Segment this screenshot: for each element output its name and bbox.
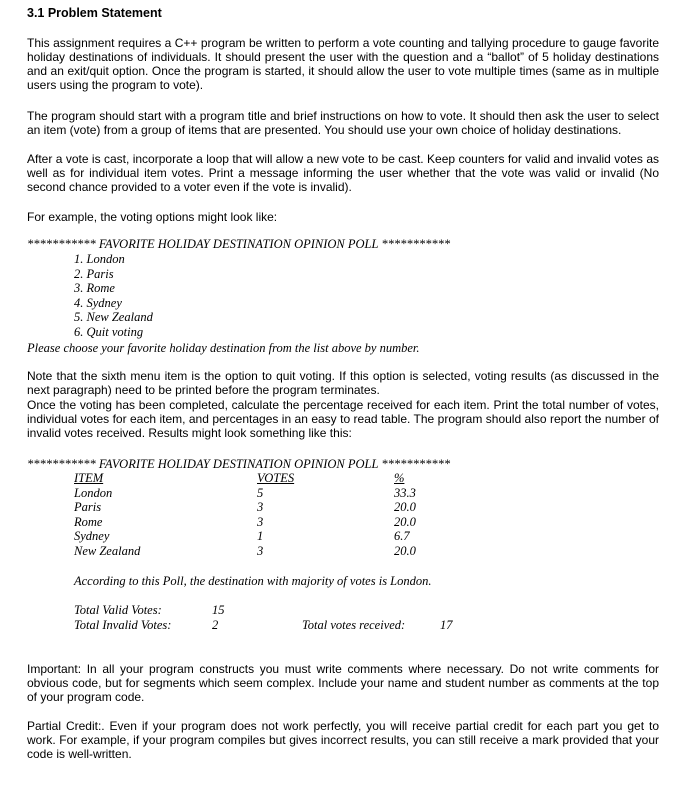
- table-cell-votes: 5: [257, 485, 264, 500]
- menu-item-paris: 2. Paris: [74, 266, 114, 281]
- intro-paragraph: This assignment requires a C++ program be written to perform a vote counting and tallying procedure to gauge favorite holiday destinations of individuals. It should present the user with the question and a “ballot” of 5 holiday destinations and an exit/quit option. Once the program is started, it should allow the user to vote multiple times (same as in multiple users using the program to vote).: [27, 36, 659, 92]
- menu-item-new-zealand: 5. New Zealand: [74, 310, 153, 324]
- table-cell-votes: 3: [257, 514, 264, 529]
- menu-list: [74, 252, 153, 339]
- table-cell-pct: 33.3: [394, 485, 416, 500]
- table-cell-votes: 1: [257, 529, 264, 543]
- votes-header: VOTES: [257, 471, 295, 485]
- results-title: *********** FAVORITE HOLIDAY DESTINATION OPINION POLL ***********: [27, 457, 451, 471]
- item-column: [74, 471, 140, 558]
- valid-votes-value: 15: [212, 603, 225, 617]
- menu-item-london: 1. London: [74, 252, 125, 266]
- invalid-votes-label: Total Invalid Votes:: [74, 618, 172, 632]
- votes-column: [257, 471, 294, 558]
- section-heading: 3.1 Problem Statement: [27, 6, 162, 20]
- note-paragraph: Note that the sixth menu item is the option to quit voting. If this option is selected, voting results (as discussed in the next paragraph) need to be printed before the program terminates.: [27, 369, 659, 397]
- table-cell-item: London: [74, 485, 113, 500]
- important-paragraph: Important: In all your program constructs you must write comments where necessary. Do not write comments for obvious code, but for segments which seem complex. Include your name and student number as comments at the top of your program code.: [27, 662, 659, 704]
- table-cell-pct: 6.7: [394, 529, 410, 543]
- table-cell-item: New Zealand: [74, 543, 141, 558]
- results-table: [74, 471, 474, 561]
- completed-paragraph: Once the voting has been completed, calculate the percentage received for each item. Print the total number of votes, individual votes for each item, and percentages in an easy to read table. The program should also report the number of invalid votes received. Results might look something like this:: [27, 398, 659, 440]
- table-cell-pct: 20.0: [394, 543, 416, 558]
- table-cell-item: Sydney: [74, 529, 110, 543]
- table-cell-pct: 20.0: [394, 500, 416, 514]
- partial-credit-paragraph: Partial Credit:. Even if your program does not work perfectly, you will receive partial credit for each part you get to work. For example, if your program compiles but gives incorrect results, you can still receive a mark provided that your code is well-written.: [27, 719, 659, 761]
- valid-votes-label: Total Valid Votes:: [74, 603, 162, 617]
- pct-column: [394, 471, 416, 558]
- menu-item-quit: 6. Quit voting: [74, 324, 144, 339]
- loop-paragraph: After a vote is cast, incorporate a loop that will allow a new vote to be cast. Keep counters for valid and invalid votes as well as for individual item votes. Print a message informing the user whether that the vote was valid or invalid (No second chance provided to a voter even if the vote is invalid).: [27, 152, 659, 194]
- menu-item-sydney: 4. Sydney: [74, 295, 122, 310]
- table-cell-votes: 3: [257, 543, 264, 558]
- start-paragraph: The program should start with a program title and brief instructions on how to vote. It should then ask the user to select an item (vote) from a group of items that are presented. You should use your own choice of holiday destinations.: [27, 109, 659, 137]
- menu-title: *********** FAVORITE HOLIDAY DESTINATION OPINION POLL ***********: [27, 237, 451, 251]
- received-votes-value: 17: [440, 618, 453, 632]
- table-cell-pct: 20.0: [394, 514, 416, 529]
- received-votes-label: Total votes received:: [302, 618, 406, 632]
- menu-prompt: Please choose your favorite holiday destination from the list above by number.: [27, 341, 420, 355]
- example-intro: For example, the voting options might look like:: [27, 210, 278, 224]
- table-cell-item: Paris: [74, 500, 102, 514]
- menu-item-rome: 3. Rome: [74, 281, 115, 295]
- table-cell-item: Rome: [74, 514, 103, 529]
- item-header: ITEM: [74, 471, 104, 485]
- invalid-votes-value: 2: [212, 618, 219, 632]
- pct-header: %: [394, 471, 405, 485]
- table-cell-votes: 3: [257, 500, 264, 514]
- majority-statement: According to this Poll, the destination with majority of votes is London.: [74, 574, 432, 588]
